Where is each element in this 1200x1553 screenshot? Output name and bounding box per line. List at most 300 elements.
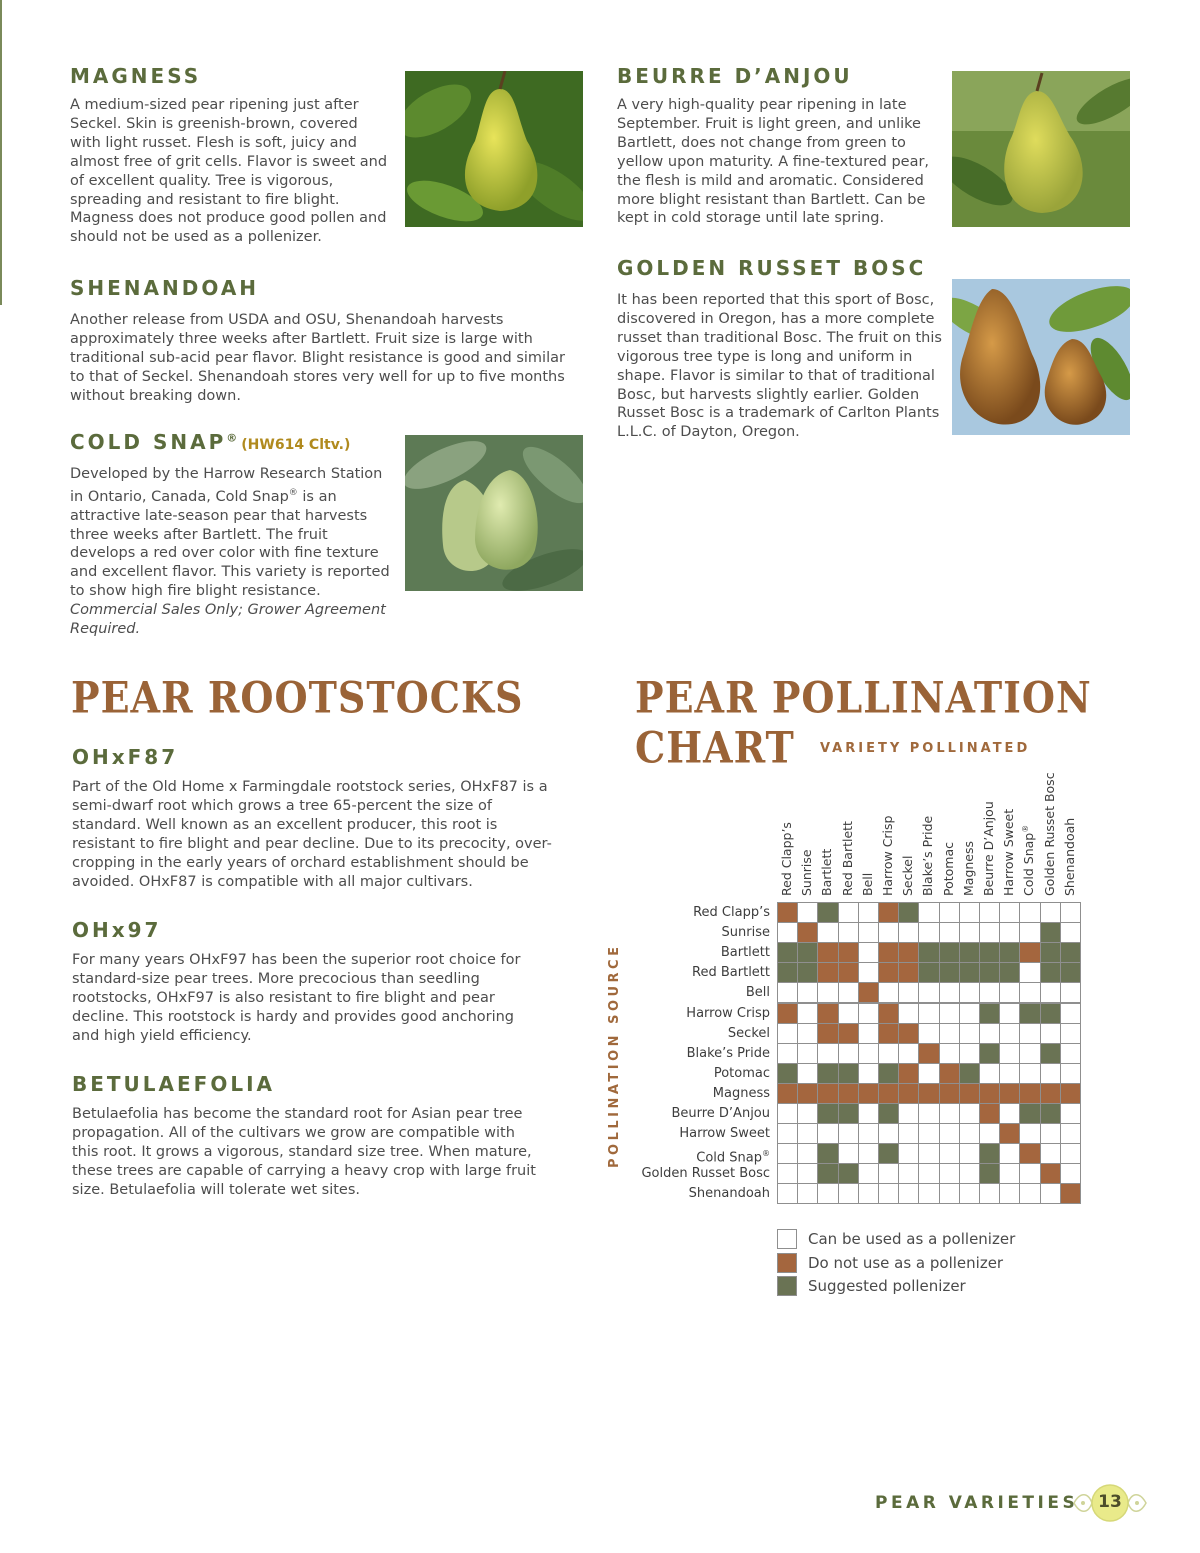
grid-cell: [999, 1063, 1020, 1084]
ohx97-description: For many years OHxF97 has been the superior root choice for standard-size pear trees. More precocious than seedling rootstocks, OHxF97 is also resistant to fire blight and pear decline. This rootstock is hardy and provides good anchoring and high yield efficiency.: [72, 952, 521, 1044]
grid-cell: [979, 1143, 1000, 1164]
grid-cell: [878, 922, 899, 943]
grid-cell: [817, 1003, 838, 1024]
ohxf87-title: OHxF87: [72, 745, 179, 769]
ohx97-section: [72, 918, 542, 1046]
grid-cell: [858, 1143, 879, 1164]
grid-cell: [777, 1023, 798, 1044]
grid-cell: [999, 1043, 1020, 1064]
grid-cell: [1060, 1103, 1081, 1124]
grid-cell: [878, 1143, 899, 1164]
grid-cell: [1060, 1063, 1081, 1084]
grid-cell: [858, 1063, 879, 1084]
grid-cell: [918, 962, 939, 983]
left-edge-rule: [0, 0, 2, 305]
grid-cell: [939, 1143, 960, 1164]
grid-cell: [1040, 1123, 1061, 1144]
grid-cell: [797, 922, 818, 943]
grid-cell: [1040, 922, 1061, 943]
grid-cell: [979, 1123, 1000, 1144]
grid-cell: [1019, 1183, 1040, 1204]
grid-cell: [878, 902, 899, 923]
grid-cell: [838, 1043, 859, 1064]
grid-cell: [797, 1023, 818, 1044]
grid-cell: [999, 1163, 1020, 1184]
column-label-red-clapp-s: [779, 822, 794, 896]
grid-cell: [999, 1003, 1020, 1024]
grid-cell: [939, 1163, 960, 1184]
grid-cell: [959, 962, 980, 983]
grid-cell: [797, 902, 818, 923]
grid-cell: [999, 902, 1020, 923]
grid-cell: [959, 1143, 980, 1164]
column-label-text: Red Bartlett: [839, 821, 855, 896]
grid-cell: [797, 1103, 818, 1124]
grid-cell: [1060, 982, 1081, 1003]
grid-cell: [777, 922, 798, 943]
row-label-text: Sunrise: [721, 925, 770, 941]
column-label-text: Bell: [859, 872, 875, 896]
grid-cell: [1060, 1183, 1081, 1204]
grid-cell: [918, 1143, 939, 1164]
grid-cell: [979, 1083, 1000, 1104]
grid-cell: [1040, 942, 1061, 963]
grid-cell: [1060, 1043, 1081, 1064]
shenandoah-title: SHENANDOAH: [70, 276, 260, 300]
grid-cell: [1060, 962, 1081, 983]
grid-cell: [838, 962, 859, 983]
grid-cell: [898, 1083, 919, 1104]
grid-cell: [898, 942, 919, 963]
grid-cell: [1040, 962, 1061, 983]
grid-cell: [878, 1103, 899, 1124]
grid-cell: [777, 1103, 798, 1124]
grid-cell: [898, 982, 919, 1003]
grid-cell: [1040, 1083, 1061, 1104]
grid-cell: [939, 1123, 960, 1144]
grid-cell: [817, 1083, 838, 1104]
grid-cell: [838, 1103, 859, 1124]
grid-cell: [797, 982, 818, 1003]
grid-cell: [979, 1103, 1000, 1124]
golden-russet-bosc-description: It has been reported that this sport of Bosc, discovered in Oregon, has a more complete russet than traditional Bosc. The fruit on this vigorous tree type is long and uniform in shape. Flavor is similar to that of traditional Bosc, but harvests slightly earlier. Golden Russet Bosc is a trademark of Carlton Plants L.L.C. of Dayton, Oregon.: [617, 292, 942, 441]
grid-cell: [959, 982, 980, 1003]
golden-russet-bosc-title: GOLDEN RUSSET BOSC: [617, 256, 927, 280]
grid-cell: [898, 1103, 919, 1124]
grid-cell: [1019, 902, 1040, 923]
grid-cell: [1060, 1003, 1081, 1024]
grid-cell: [1040, 902, 1061, 923]
grid-cell: [858, 1043, 879, 1064]
column-label-text: Beurre D’Anjou: [981, 801, 996, 896]
grid-cell: [979, 1023, 1000, 1044]
grid-cell: [918, 1183, 939, 1204]
row-label-text: Seckel: [727, 1025, 770, 1041]
row-label-text: Red Bartlett: [692, 965, 770, 981]
grid-cell: [939, 1003, 960, 1024]
column-label-harrow-crisp: [880, 816, 895, 896]
grid-cell: [878, 1123, 899, 1144]
grid-cell: [777, 1143, 798, 1164]
grid-cell: [1019, 942, 1040, 963]
grid-cell: [1019, 962, 1040, 983]
grid-cell: [918, 1163, 939, 1184]
grid-cell: [959, 1123, 980, 1144]
grid-cell: [838, 1063, 859, 1084]
grid-cell: [918, 1063, 939, 1084]
grid-cell: [959, 1183, 980, 1204]
grid-cell: [878, 1043, 899, 1064]
shenandoah-description: Another release from USDA and OSU, Shenandoah harvests approximately three weeks after Bartlett. Fruit size is large with traditional sub-acid pear flavor. Blight resistance is good and similar to that of Seckel. Shenandoah stores very well for up to five months without breaking down.: [70, 312, 565, 404]
grid-cell: [918, 1003, 939, 1024]
grid-cell: [979, 1003, 1000, 1024]
grid-cell: [817, 922, 838, 943]
beurre-danjou-section: [617, 64, 942, 228]
grid-cell: [838, 1003, 859, 1024]
grid-cell: [858, 1083, 879, 1104]
grid-cell: [1040, 1063, 1061, 1084]
legend-swatch: [777, 1229, 797, 1249]
grid-cell: [1060, 902, 1081, 923]
grid-cell: [1060, 1083, 1081, 1104]
legend-label: Can be used as a pollenizer: [808, 1230, 1016, 1248]
row-label-text: Bartlett: [720, 945, 770, 961]
grid-cell: [939, 902, 960, 923]
grid-cell: [1019, 1023, 1040, 1044]
grid-cell: [858, 922, 879, 943]
grid-cell: [1040, 1003, 1061, 1024]
grid-cell: [817, 1043, 838, 1064]
grid-cell: [838, 1163, 859, 1184]
grid-cell: [898, 1003, 919, 1024]
grid-cell: [898, 1123, 919, 1144]
cold-snap-title-text: COLD SNAP: [70, 430, 227, 454]
grid-cell: [817, 1103, 838, 1124]
grid-cell: [838, 942, 859, 963]
column-label-text: Golden Russet Bosc: [1041, 772, 1057, 896]
column-label-bell: [860, 873, 875, 896]
grid-cell: [777, 1063, 798, 1084]
grid-cell: [878, 1023, 899, 1044]
grid-cell: [1060, 1143, 1081, 1164]
shenandoah-section: [70, 276, 570, 406]
grid-cell: [797, 942, 818, 963]
cold-snap-subtitle: (HW614 Cltv.): [241, 437, 351, 453]
grid-cell: [797, 1123, 818, 1144]
row-label-text: Golden Russet Bosc: [641, 1166, 770, 1182]
row-label-shenandoah: [610, 1187, 770, 1201]
grid-cell: [777, 1003, 798, 1024]
rootstocks-heading: PEAR ROOTSTOCKS: [71, 672, 524, 723]
betulaefolia-section: [72, 1072, 542, 1200]
row-label-text: Beurre D’Anjou: [671, 1106, 770, 1121]
column-label-text: Shenandoah: [1061, 817, 1077, 896]
betulaefolia-title: BETULAEFOLIA: [72, 1072, 276, 1096]
row-label-text: Harrow Crisp: [686, 1005, 770, 1021]
row-label-bell: [610, 986, 770, 1000]
ohxf87-section: [72, 745, 552, 891]
column-label-potomac: [941, 842, 956, 896]
cold-snap-body-2: is an attractive late-season pear that harvests three weeks after Bartlett. The fruit develops a red over color with fine texture and excellent flavor. This variety is reported to show high fire blight resistance.: [70, 488, 390, 600]
grid-cell: [999, 1143, 1020, 1164]
grid-cell: [1040, 1143, 1061, 1164]
grid-cell: [777, 902, 798, 923]
grid-cell: [858, 1003, 879, 1024]
grid-cell: [1019, 1123, 1040, 1144]
grid-cell: [838, 1123, 859, 1144]
grid-cell: [939, 1083, 960, 1104]
grid-cell: [777, 1163, 798, 1184]
grid-cell: [898, 1143, 919, 1164]
grid-cell: [777, 1183, 798, 1204]
grid-cell: [999, 1023, 1020, 1044]
grid-cell: [878, 1083, 899, 1104]
grid-cell: [797, 1043, 818, 1064]
grid-cell: [999, 1103, 1020, 1124]
column-label-text: Sunrise: [799, 849, 815, 896]
row-label-text: Red Clapp’s: [693, 905, 770, 920]
grid-cell: [777, 1083, 798, 1104]
grid-cell: [959, 1163, 980, 1184]
column-label-text: Red Clapp’s: [779, 822, 794, 896]
grid-cell: [858, 942, 879, 963]
grid-cell: [1019, 1163, 1040, 1184]
grid-cell: [1060, 1123, 1081, 1144]
grid-cell: [1060, 942, 1081, 963]
grid-cell: [777, 942, 798, 963]
golden-russet-bosc-photo: [952, 279, 1130, 435]
column-label-harrow-sweet: [1001, 809, 1016, 896]
grid-cell: [918, 1043, 939, 1064]
grid-cell: [979, 1043, 1000, 1064]
grid-cell: [797, 1003, 818, 1024]
grid-cell: [838, 922, 859, 943]
grid-cell: [918, 1023, 939, 1044]
grid-cell: [838, 1143, 859, 1164]
cold-snap-description: [70, 465, 392, 639]
grid-cell: [797, 1163, 818, 1184]
grid-cell: [878, 1063, 899, 1084]
grid-cell: [858, 1163, 879, 1184]
grid-cell: [1040, 1023, 1061, 1044]
cold-snap-body-registered: ®: [288, 487, 298, 498]
grid-cell: [898, 1163, 919, 1184]
grid-cell: [797, 1143, 818, 1164]
column-label-text: Harrow Sweet: [1001, 808, 1017, 896]
grid-cell: [939, 1023, 960, 1044]
grid-cell: [1040, 1163, 1061, 1184]
grid-cell: [918, 1103, 939, 1124]
grid-cell: [1040, 982, 1061, 1003]
grid-cell: [959, 1023, 980, 1044]
legend-label: Do not use as a pollenizer: [808, 1253, 1004, 1272]
grid-cell: [777, 1123, 798, 1144]
grid-cell: [898, 962, 919, 983]
grid-cell: [979, 962, 1000, 983]
magness-title: MAGNESS: [70, 64, 202, 88]
grid-cell: [918, 1123, 939, 1144]
grid-cell: [838, 1023, 859, 1044]
grid-cell: [959, 942, 980, 963]
grid-cell: [1019, 922, 1040, 943]
column-label-cold-snap: [1021, 825, 1036, 896]
grid-cell: [858, 902, 879, 923]
grid-cell: [898, 1063, 919, 1084]
footer-section-label: PEAR VARIETIES: [875, 1493, 1079, 1513]
grid-cell: [838, 1183, 859, 1204]
column-label-seckel: [900, 856, 915, 896]
cold-snap-sales-note: Commercial Sales Only; Grower Agreement Required.: [70, 602, 386, 638]
column-label-sunrise: [799, 849, 814, 896]
grid-cell: [878, 1183, 899, 1204]
row-label-red-bartlett: [610, 966, 770, 980]
grid-cell: [817, 1143, 838, 1164]
cold-snap-registered-mark: ®: [226, 431, 238, 445]
grid-cell: [838, 1083, 859, 1104]
grid-cell: [817, 902, 838, 923]
grid-cell: [777, 962, 798, 983]
beurre-danjou-title: BEURRE D’ANJOU: [617, 64, 853, 88]
column-label-magness: [961, 841, 976, 896]
grid-cell: [878, 982, 899, 1003]
registered-mark: ®: [1021, 824, 1031, 833]
grid-cell: [817, 1163, 838, 1184]
row-label-text: Potomac: [713, 1065, 770, 1081]
grid-cell: [1019, 1043, 1040, 1064]
magness-photo: [405, 71, 583, 227]
row-label-text: Blake’s Pride: [686, 1045, 770, 1061]
grid-cell: [797, 1183, 818, 1204]
grid-cell: [858, 962, 879, 983]
grid-cell: [898, 1043, 919, 1064]
grid-cell: [1040, 1183, 1061, 1204]
grid-cell: [939, 982, 960, 1003]
grid-cell: [999, 982, 1020, 1003]
grid-cell: [959, 1083, 980, 1104]
grid-cell: [979, 902, 1000, 923]
grid-cell: [797, 962, 818, 983]
grid-cell: [817, 1063, 838, 1084]
grid-cell: [959, 1003, 980, 1024]
beurre-danjou-description: A very high-quality pear ripening in late September. Fruit is light green, and unlike Bartlett, does not change from green to yellow upon maturity. A fine-textured pear, the flesh is mild and aromatic. Considered more blight resistant than Bartlett. Can be kept in cold storage until late spring.: [617, 97, 930, 227]
grid-cell: [1019, 1103, 1040, 1124]
cold-snap-section: [70, 430, 392, 639]
grid-cell: [858, 1023, 879, 1044]
grid-cell: [898, 1023, 919, 1044]
row-label-text: Bell: [745, 985, 770, 1001]
row-label-harrow-sweet: [610, 1127, 770, 1141]
grid-cell: [817, 942, 838, 963]
row-label-red-clapp-s: [610, 906, 770, 920]
grid-cell: [939, 1103, 960, 1124]
grid-cell: [939, 1183, 960, 1204]
grid-cell: [1060, 922, 1081, 943]
column-label-text: Potomac: [940, 842, 956, 896]
page-number: 13: [1098, 1492, 1122, 1512]
grid-cell: [777, 1043, 798, 1064]
grid-cell: [918, 922, 939, 943]
grid-cell: [838, 982, 859, 1003]
grid-cell: [939, 942, 960, 963]
row-label-cold-snap: [610, 1147, 770, 1165]
cold-snap-title: [70, 430, 392, 454]
registered-mark: ®: [762, 1149, 770, 1159]
grid-cell: [959, 1103, 980, 1124]
grid-cell: [979, 942, 1000, 963]
grid-cell: [918, 942, 939, 963]
row-label-bartlett: [610, 946, 770, 960]
pollination-heading: PEAR POLLINATION CHART: [635, 672, 1092, 773]
row-label-blake-s-pride: [610, 1047, 770, 1061]
grid-cell: [1019, 1083, 1040, 1104]
grid-cell: [999, 1123, 1020, 1144]
grid-cell: [1019, 982, 1040, 1003]
row-label-text: Harrow Sweet: [679, 1126, 770, 1142]
column-label-text: Bartlett: [819, 848, 835, 896]
grid-cell: [959, 922, 980, 943]
grid-cell: [939, 1043, 960, 1064]
row-label-sunrise: [610, 926, 770, 940]
grid-cell: [999, 962, 1020, 983]
magness-section: [70, 64, 390, 247]
grid-cell: [918, 982, 939, 1003]
grid-cell: [1019, 1063, 1040, 1084]
ohx97-title: OHx97: [72, 918, 162, 942]
cold-snap-body-1: Developed by the Harrow Research Station in Ontario, Canada, Cold Snap: [70, 466, 383, 505]
grid-cell: [898, 1183, 919, 1204]
column-label-golden-russet-bosc: [1042, 772, 1057, 896]
grid-cell: [858, 982, 879, 1003]
grid-cell: [817, 1183, 838, 1204]
grid-cell: [1019, 1143, 1040, 1164]
variety-pollinated-label: VARIETY POLLINATED: [820, 741, 1031, 756]
grid-cell: [858, 1103, 879, 1124]
grid-cell: [858, 1123, 879, 1144]
row-label-potomac: [610, 1067, 770, 1081]
grid-cell: [1019, 1003, 1040, 1024]
grid-cell: [878, 962, 899, 983]
row-label-seckel: [610, 1027, 770, 1041]
grid-cell: [838, 902, 859, 923]
column-label-blake-s-pride: [920, 816, 935, 896]
grid-cell: [979, 922, 1000, 943]
grid-cell: [959, 902, 980, 923]
row-label-text: Shenandoah: [688, 1186, 770, 1202]
legend-label: Suggested pollenizer: [808, 1277, 966, 1295]
legend-swatch: [777, 1276, 797, 1296]
grid-cell: [918, 902, 939, 923]
row-label-magness: [610, 1087, 770, 1101]
ohxf87-description: Part of the Old Home x Farmingdale rootstock series, OHxF87 is a semi-dwarf root which grows a tree 65-percent the size of standard. Well known as an excellent producer, this root is resistant to fire blight and pear decline. Due to its precocity, over-cropping in the early years of orchard establishment should be avoided. OHxF87 is compatible with all major cultivars.: [72, 779, 552, 890]
betulaefolia-description: Betulaefolia has become the standard root for Asian pear tree propagation. All of the cultivars we grow are compatible with this root. It grows a vigorous, standard size tree. When mature, these trees are capable of carrying a heavy crop with large fruit size. Betulaefolia will tolerate wet sites.: [72, 1106, 536, 1198]
grid-cell: [959, 1063, 980, 1084]
grid-cell: [797, 1063, 818, 1084]
grid-cell: [878, 942, 899, 963]
column-label-text: Cold Snap: [1021, 832, 1037, 896]
grid-cell: [817, 962, 838, 983]
column-label-bartlett: [819, 849, 834, 896]
row-label-beurre-d-anjou: [610, 1107, 770, 1121]
golden-russet-bosc-section: [617, 256, 942, 442]
pollination-source-label: POLLINATION SOURCE: [607, 943, 622, 1168]
magness-description: A medium-sized pear ripening just after Seckel. Skin is greenish-brown, covered with light russet. Flesh is soft, juicy and almost free of grit cells. Flavor is sweet and of excellent quality. Tree is vigorous, spreading and resistant to fire blight. Magness does not produce good pollen and should not be used as a pollenizer.: [70, 97, 388, 246]
beurre-danjou-photo: [952, 71, 1130, 227]
column-label-text: Blake’s Pride: [920, 815, 936, 896]
grid-cell: [1040, 1103, 1061, 1124]
grid-cell: [1060, 1023, 1081, 1044]
row-label-text: Cold Snap: [696, 1150, 762, 1166]
grid-cell: [817, 1123, 838, 1144]
